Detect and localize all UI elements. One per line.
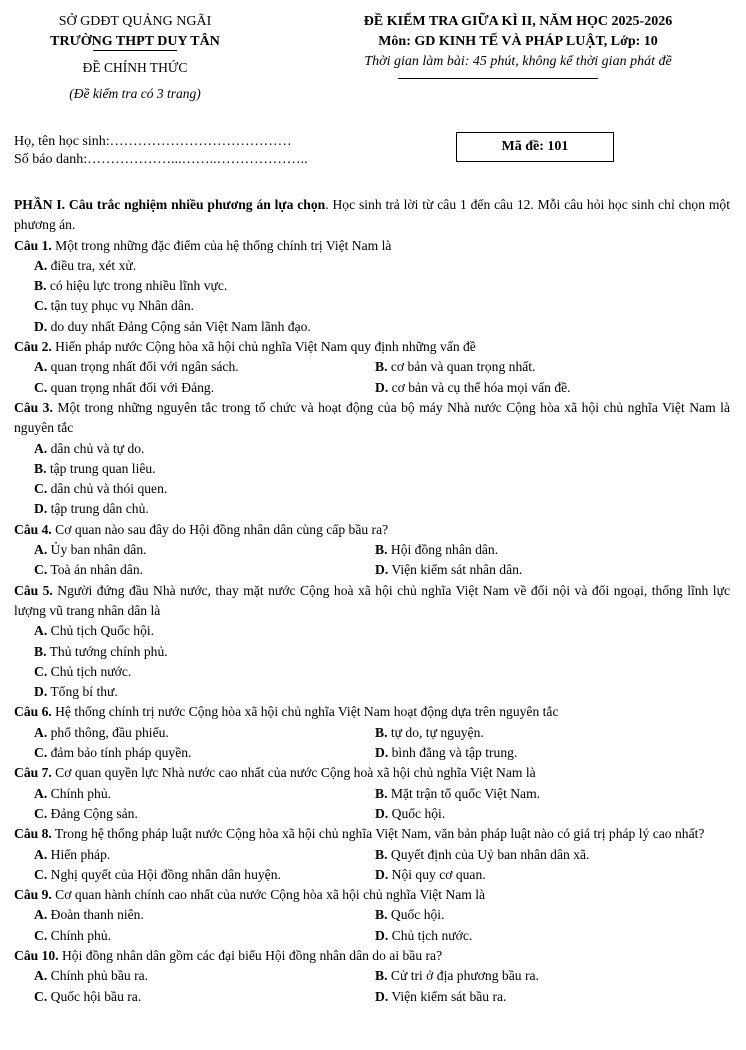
option-row <box>14 804 730 824</box>
header-right <box>318 12 718 72</box>
option-text: cơ bản và quan trọng nhất. <box>390 359 536 375</box>
option-text: Chính phủ bầu ra. <box>50 968 149 984</box>
exam-title: ĐỀ KIỂM TRA GIỮA KÌ II, NĂM HỌC 2025-2026 <box>363 14 673 29</box>
option-c: C. Nghị quyết của Hội đồng nhân dân huyện. <box>34 866 281 882</box>
exam-code-box: Mã đề: 101 <box>456 132 614 162</box>
option-row <box>14 865 730 885</box>
option-b: B. Quốc hội. <box>375 907 445 923</box>
option-b: B. Hội đồng nhân dân. <box>375 542 499 558</box>
option-b: B. Cử tri ở địa phương bầu ra. <box>375 968 539 984</box>
option-text: Hiến pháp. <box>50 846 111 862</box>
question-8 <box>14 824 730 844</box>
option-c: C. Chủ tịch nước. <box>34 663 132 679</box>
option-text: Mặt trận tổ quốc Việt Nam. <box>390 785 541 801</box>
option-row <box>14 966 730 986</box>
option-d: D. Viện kiểm sát bầu ra. <box>375 988 507 1004</box>
question-text: Trong hệ thống pháp luật nước Cộng hòa xã hội chủ nghĩa Việt Nam, văn bản pháp luật nào có giá trị pháp lý cao nhất? <box>51 826 705 842</box>
header-left <box>30 12 240 104</box>
header-left-underline <box>93 50 177 51</box>
option-text: do duy nhất Đảng Cộng sản Việt Nam lãnh đạo. <box>50 318 311 334</box>
question-3 <box>14 398 730 439</box>
student-info <box>14 133 308 169</box>
option-row <box>14 926 730 946</box>
option-b: B. Mặt trận tổ quốc Việt Nam. <box>375 785 541 801</box>
option-text: Thủ tướng chính phủ. <box>49 643 168 659</box>
option-text: Đoàn thanh niên. <box>50 907 144 923</box>
question-9 <box>14 885 730 905</box>
option-row <box>14 560 730 580</box>
question-label: Câu 7. <box>14 765 52 781</box>
option-text: dân chủ và thói quen. <box>50 481 168 497</box>
student-name-line: Họ, tên học sinh:………………………………… <box>14 134 292 149</box>
option-text: bình đẳng và tập trung. <box>391 745 518 761</box>
subject-line: Môn: GD KINH TẾ VÀ PHÁP LUẬT, Lớp: 10 <box>378 34 658 49</box>
option-text: Chủ tịch Quốc hội. <box>50 623 155 639</box>
option-text: quan trọng nhất đối với ngân sách. <box>50 359 239 375</box>
question-10 <box>14 946 730 966</box>
question-label: Câu 6. <box>14 704 52 720</box>
option-b: B. Quyết định của Uỷ ban nhân dân xã. <box>375 846 590 862</box>
option-text: tập trung dân chủ. <box>50 501 149 517</box>
option-d: D. tập trung dân chủ. <box>34 501 149 517</box>
option-c: C. Chính phủ. <box>34 927 112 943</box>
option-row <box>14 987 730 1007</box>
option-d: D. bình đẳng và tập trung. <box>375 745 518 761</box>
question-text: Cơ quan nào sau đây do Hội đồng nhân dân cùng cấp bầu ra? <box>51 521 389 537</box>
option-text: Quốc hội. <box>390 907 445 923</box>
option-b: B. Thủ tướng chính phủ. <box>34 643 168 659</box>
option-row <box>14 784 730 804</box>
official-label: ĐỀ CHÍNH THỨC <box>82 60 188 75</box>
option-d: D. Quốc hội. <box>375 805 446 821</box>
section-intro <box>14 195 730 236</box>
question-label: Câu 1. <box>14 237 52 253</box>
option-row <box>14 743 730 763</box>
option-row <box>14 357 730 377</box>
option-text: Ủy ban nhân dân. <box>50 542 147 558</box>
option-c: C. tận tuỵ phục vụ Nhân dân. <box>34 298 195 314</box>
option-text: Đảng Cộng sản. <box>50 805 138 821</box>
option-d: D. Tổng bí thư. <box>34 684 118 700</box>
option-row <box>14 540 730 560</box>
option-a: A. quan trọng nhất đối với ngân sách. <box>34 359 239 375</box>
option-d: D. cơ bản và cụ thể hóa mọi vấn đề. <box>375 379 571 395</box>
option-c: C. đảm bảo tính pháp quyền. <box>34 745 192 761</box>
option-a: A. dân chủ và tự do. <box>34 440 145 456</box>
question-2 <box>14 337 730 357</box>
question-4 <box>14 520 730 540</box>
option-d: D. Nội quy cơ quan. <box>375 866 486 882</box>
question-label: Câu 2. <box>14 339 52 355</box>
option-text: Cử tri ở địa phương bầu ra. <box>390 968 539 984</box>
option-row <box>14 845 730 865</box>
option-c: C. Đảng Cộng sản. <box>34 805 138 821</box>
option-text: cơ bản và cụ thể hóa mọi vấn đề. <box>391 379 571 395</box>
option-text: Quyết định của Uỷ ban nhân dân xã. <box>390 846 590 862</box>
option-a: A. Hiến pháp. <box>34 846 111 862</box>
option-c: C. quan trọng nhất đối với Đảng. <box>34 379 215 395</box>
question-label: Câu 10. <box>14 947 59 963</box>
option-text: điều tra, xét xử. <box>50 257 137 273</box>
option-a: A. Đoàn thanh niên. <box>34 907 144 923</box>
option-text: Hội đồng nhân dân. <box>390 542 499 558</box>
option-text: tự do, tự nguyện. <box>390 724 484 740</box>
question-text: Hội đồng nhân dân gồm các đại biểu Hội đồng nhân dân do ai bầu ra? <box>58 947 443 963</box>
question-text: Người đứng đầu Nhà nước, thay mặt nước Cộng hoà xã hội chủ nghĩa Việt Nam về đối nội và đối ngoại, thống lĩnh lực lượng vũ trang nhân dân là <box>14 582 730 618</box>
option-text: Quốc hội bầu ra. <box>50 988 142 1004</box>
option-b: B. tập trung quan liêu. <box>34 460 156 476</box>
option-text: Viện kiểm sát bầu ra. <box>391 988 507 1004</box>
option-d: D. Chủ tịch nước. <box>375 927 473 943</box>
question-label: Câu 8. <box>14 826 52 842</box>
option-text: tập trung quan liêu. <box>49 460 156 476</box>
header-right-underline <box>398 78 598 79</box>
option-text: quan trọng nhất đối với Đảng. <box>50 379 215 395</box>
option-b: B. tự do, tự nguyện. <box>375 724 484 740</box>
option-text: phổ thông, đầu phiếu. <box>50 724 169 740</box>
option-text: tận tuỵ phục vụ Nhân dân. <box>50 298 195 314</box>
option-row <box>14 723 730 743</box>
option-text: Chủ tịch nước. <box>50 663 132 679</box>
school-name: TRƯỜNG THPT DUY TÂN <box>50 34 220 49</box>
option-c: C. Toà án nhân dân. <box>34 562 144 578</box>
option-text: Nội quy cơ quan. <box>391 866 486 882</box>
question-text: Một trong những đặc điểm của hệ thống chính trị Việt Nam là <box>51 237 392 253</box>
option-d: D. Viện kiểm sát nhân dân. <box>375 562 523 578</box>
option-text: Chủ tịch nước. <box>391 927 473 943</box>
option-b: B. có hiệu lực trong nhiều lĩnh vực. <box>34 278 228 294</box>
exam-content <box>14 195 730 1007</box>
option-c: C. dân chủ và thói quen. <box>34 481 168 497</box>
option-text: Tổng bí thư. <box>50 684 118 700</box>
option-text: đảm bảo tính pháp quyền. <box>50 745 192 761</box>
question-1 <box>14 236 730 256</box>
option-text: Quốc hội. <box>391 805 446 821</box>
question-5 <box>14 581 730 622</box>
pages-note: (Đề kiểm tra có 3 trang) <box>69 86 201 101</box>
option-row <box>14 378 730 398</box>
option-text: Toà án nhân dân. <box>50 562 144 578</box>
question-text: Cơ quan quyền lực Nhà nước cao nhất của nước Cộng hoà xã hội chủ nghĩa Việt Nam là <box>51 765 536 781</box>
department-name: SỞ GDĐT QUẢNG NGÃI <box>58 14 212 29</box>
option-a: A. Chính phủ bầu ra. <box>34 968 149 984</box>
option-a: A. Ủy ban nhân dân. <box>34 542 147 558</box>
option-d: D. do duy nhất Đảng Cộng sản Việt Nam lãnh đạo. <box>34 318 311 334</box>
option-b: B. cơ bản và quan trọng nhất. <box>375 359 536 375</box>
question-6 <box>14 702 730 722</box>
option-text: Chính phủ. <box>50 927 112 943</box>
option-text: dân chủ và tự do. <box>50 440 145 456</box>
section-instructions: . Học sinh trả lời từ câu 1 đến câu 12. Mỗi câu hỏi học sinh chỉ chọn một phương án. <box>14 197 730 233</box>
option-a: A. phổ thông, đầu phiếu. <box>34 724 169 740</box>
option-c: C. Quốc hội bầu ra. <box>34 988 142 1004</box>
question-label: Câu 9. <box>14 887 52 903</box>
option-text: có hiệu lực trong nhiều lĩnh vực. <box>49 278 228 294</box>
option-a: A. Chính phủ. <box>34 785 112 801</box>
question-label: Câu 4. <box>14 521 52 537</box>
question-label: Câu 3. <box>14 399 53 415</box>
question-7 <box>14 763 730 783</box>
option-row <box>14 905 730 925</box>
section-title: PHẦN I. Câu trắc nghiệm nhiều phương án lựa chọn <box>14 197 326 212</box>
option-text: Chính phủ. <box>50 785 112 801</box>
student-id-line: Số báo danh:………………...……..……………….. <box>14 152 308 167</box>
question-text: Hệ thống chính trị nước Cộng hòa xã hội chủ nghĩa Việt Nam hoạt động dựa trên nguyên tắc <box>51 704 559 720</box>
option-a: A. điều tra, xét xử. <box>34 257 137 273</box>
option-a: A. Chủ tịch Quốc hội. <box>34 623 155 639</box>
option-text: Viện kiểm sát nhân dân. <box>391 562 523 578</box>
question-text: Một trong những nguyên tắc trong tổ chức và hoạt động của bộ máy Nhà nước Cộng hòa xã hội chủ nghĩa Việt Nam là nguyên tắc <box>14 399 730 436</box>
question-label: Câu 5. <box>14 582 53 598</box>
question-text: Cơ quan hành chính cao nhất của nước Cộng hòa xã hội chủ nghĩa Việt Nam là <box>51 887 486 903</box>
option-text: Nghị quyết của Hội đồng nhân dân huyện. <box>50 866 281 882</box>
time-line: Thời gian làm bài: 45 phút, không kể thời gian phát đề <box>364 54 672 69</box>
question-text: Hiến pháp nước Cộng hòa xã hội chủ nghĩa Việt Nam quy định những vấn đề <box>51 339 476 355</box>
